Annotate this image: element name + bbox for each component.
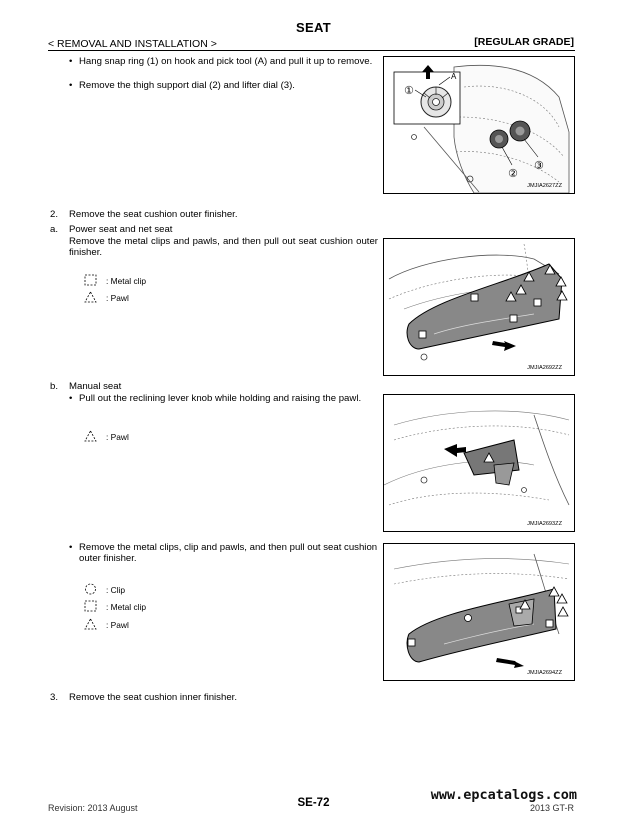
bullet-dials [69,80,377,91]
page-code: SE-72 [297,797,330,809]
step-2-number: 2. [50,209,59,220]
legend-pawl [84,620,204,632]
bullet-snap-ring [69,56,377,67]
bullet-reclining-knob [69,393,377,404]
watermark: www.epcatalogs.com [430,787,577,803]
bullet-dot: • [69,542,73,553]
header-rule [48,50,575,51]
bullet-dot: • [69,393,73,404]
step-2a-text: Remove the metal clips and pawls, and then pull out seat cushion outer finisher. [69,236,378,259]
pawl-symbol-icon [84,430,97,442]
legend-label: : Metal clip [106,602,147,612]
figure-code: JMJIA2627ZZ [527,183,562,189]
step-2b-number: b. [50,381,59,392]
section-header: < REMOVAL AND INSTALLATION > [48,38,217,50]
step-3-number: 3. [50,692,59,703]
step-2b-title: Manual seat [69,381,122,392]
legend-metal-clip [84,602,204,614]
step-3-text: Remove the seat cushion inner finisher. [69,692,237,703]
metal-clip-symbol-icon [84,600,97,612]
figure-reclining-knob [383,394,575,532]
legend-pawl [84,293,204,305]
legend-label: : Clip [106,585,126,595]
model-text: 2013 GT-R [529,803,574,813]
figure-power-seat-finisher [383,238,575,376]
bullet-metal-clips [69,542,378,565]
legend-label: : Pawl [106,293,129,303]
pawl-symbol-icon [84,618,97,630]
figure-code: JMJIA2694ZZ [527,670,562,676]
figure-dial-removal [383,56,575,194]
grade-header: [REGULAR GRADE] [474,36,574,48]
figure-dial-drawing [384,57,574,193]
legend-clip [84,585,204,597]
callout-2: ② [508,167,518,180]
figure-reclining-drawing [384,395,574,531]
bullet-text: Remove the thigh support dial (2) and lifter dial (3). [79,80,295,91]
pawl-symbol-icon [84,291,97,303]
callout-3: ③ [534,159,544,172]
bullet-text: Hang snap ring (1) on hook and pick tool (A) and pull it up to remove. [79,56,373,67]
figure-manual-seat-finisher [383,543,575,681]
clip-symbol-icon [84,583,97,595]
callout-a: A [451,72,457,81]
legend-label: : Pawl [106,620,129,630]
figure-power-seat-drawing [384,239,574,375]
step-2a-number: a. [50,224,59,235]
legend-label: : Pawl [106,432,129,442]
bullet-text: Pull out the reclining lever knob while holding and raising the pawl. [79,393,362,404]
step-2-text: Remove the seat cushion outer finisher. [69,209,238,220]
figure-manual-seat-drawing [384,544,574,680]
bullet-dot: • [69,80,73,91]
bullet-dot: • [69,56,73,67]
legend-metal-clip [84,276,204,288]
callout-1: ① [404,84,414,97]
metal-clip-symbol-icon [84,274,97,286]
legend-pawl [84,432,204,444]
bullet-text: Remove the metal clips, clip and pawls, and then pull out seat cushion outer finisher. [79,542,378,565]
legend-label: : Metal clip [106,276,147,286]
step-2a-title: Power seat and net seat [69,224,173,235]
revision-text: Revision: 2013 August [48,803,138,813]
figure-code: JMJIA2692ZZ [527,365,562,371]
figure-code: JMJIA2693ZZ [527,521,562,527]
page-title: SEAT [296,20,331,35]
